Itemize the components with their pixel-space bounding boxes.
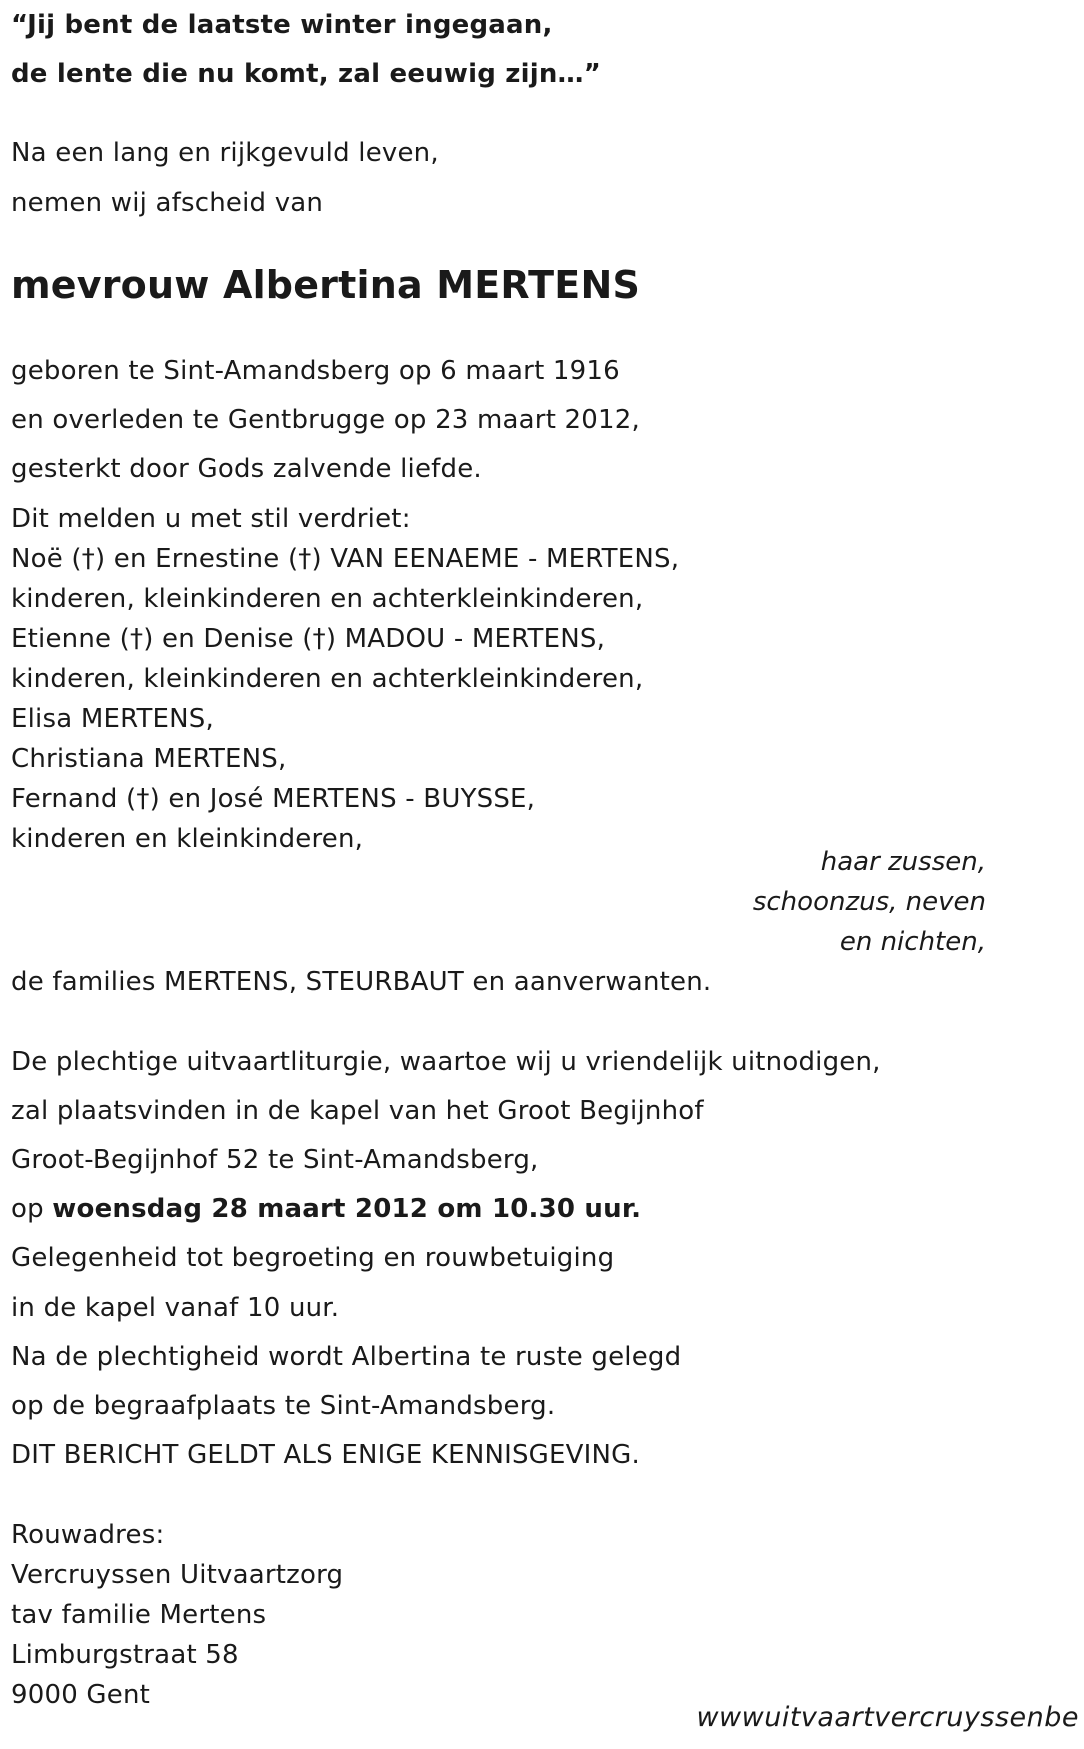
notice-line: DIT BERICHT GELDT ALS ENIGE KENNISGEVING. [11,1440,640,1470]
service-date-line [11,1192,641,1226]
intro-line-1: Na een lang en rijkgevuld leven, [11,138,439,168]
mourner-line: kinderen, kleinkinderen en achterkleinkinderen, [11,584,644,614]
born-line: geboren te Sint-Amandsberg op 6 maart 1916 [11,356,620,386]
website-link[interactable]: wwwuitvaartvercruyssenbe [696,1702,1079,1733]
mourner-line: kinderen en kleinkinderen, [11,824,364,854]
service-line-6: in de kapel vanaf 10 uur. [11,1293,340,1323]
service-date: woensdag 28 maart 2012 om 10.30 uur. [52,1194,642,1224]
service-line-1: De plechtige uitvaartliturgie, waartoe wij u vriendelijk uitnodigen, [11,1047,881,1077]
quote-line-1: “Jij bent de laatste winter ingegaan, [11,10,553,40]
relation-line: haar zussen, [820,847,986,877]
quote-line-2: de lente die nu komt, zal eeuwig zijn…” [11,59,602,89]
strengthened-line: gesterkt door Gods zalvende liefde. [11,454,482,484]
service-line-7: Na de plechtigheid wordt Albertina te ruste gelegd [11,1342,682,1372]
address-line: Limburgstraat 58 [11,1640,239,1670]
service-date-prefix: op [11,1194,53,1224]
mourner-line: Elisa MERTENS, [11,704,214,734]
service-line-5: Gelegenheid tot begroeting en rouwbetuiging [11,1243,615,1273]
mourner-line: Fernand (†) en José MERTENS - BUYSSE, [11,784,536,814]
address-line: 9000 Gent [11,1680,151,1710]
service-line-2: zal plaatsvinden in de kapel van het Groot Begijnhof [11,1096,704,1126]
mourner-line: Noë (†) en Ernestine (†) VAN EENAEME - MERTENS, [11,544,680,574]
address-label: Rouwadres: [11,1520,165,1550]
deceased-name: mevrouw Albertina MERTENS [11,263,641,307]
address-line: Vercruyssen Uitvaartzorg [11,1560,344,1590]
relation-line: en nichten, [839,927,986,957]
died-line: en overleden te Gentbrugge op 23 maart 2012, [11,405,640,435]
mourner-line: Etienne (†) en Denise (†) MADOU - MERTENS, [11,624,606,654]
mourner-line: kinderen, kleinkinderen en achterkleinkinderen, [11,664,644,694]
mourners-intro: Dit melden u met stil verdriet: [11,504,411,534]
intro-line-2: nemen wij afscheid van [11,188,324,218]
families-line: de families MERTENS, STEURBAUT en aanverwanten. [11,967,712,997]
relation-line: schoonzus, neven [752,887,986,917]
service-line-3: Groot-Begijnhof 52 te Sint-Amandsberg, [11,1145,539,1175]
address-line: tav familie Mertens [11,1600,267,1630]
mourner-line: Christiana MERTENS, [11,744,287,774]
service-line-8: op de begraafplaats te Sint-Amandsberg. [11,1391,556,1421]
